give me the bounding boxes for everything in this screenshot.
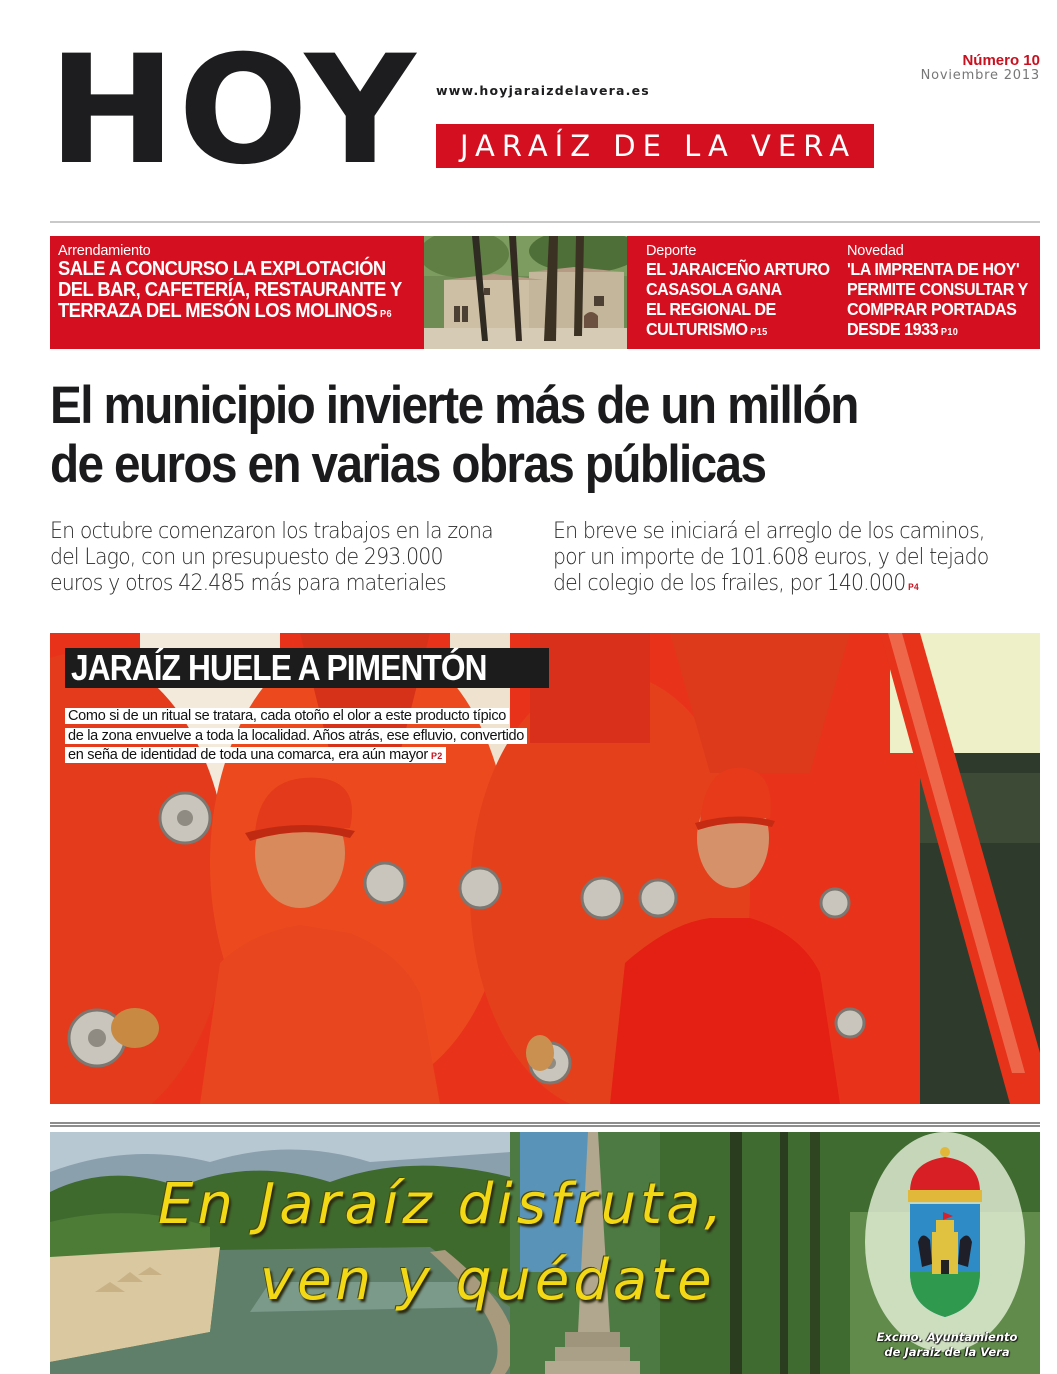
issue-date: Noviembre 2013 — [920, 68, 1040, 83]
ad-slogan-line-1: En Jaraíz disfruta, — [158, 1172, 727, 1237]
feature-photo-story[interactable] — [50, 633, 1040, 1104]
main-headline[interactable] — [50, 376, 950, 494]
feature-title — [65, 648, 549, 688]
teaser-headline-line: PERMITE CONSULTAR Y — [847, 279, 1028, 299]
teaser-headline-line: CASASOLA GANA — [646, 279, 782, 299]
subhead-line: En breve se iniciará el arreglo de los caminos, — [553, 519, 985, 544]
headline-line: El municipio invierte más de un millón — [50, 376, 858, 435]
page-reference: P4 — [908, 582, 919, 592]
teaser-headline — [58, 258, 402, 325]
teaser-photo-mill[interactable] — [424, 236, 627, 349]
teaser-deporte[interactable] — [627, 236, 830, 349]
caption-line: Como si de un ritual se tratara, cada otoño el olor a este producto típico — [65, 708, 509, 724]
page-reference: P2 — [430, 751, 443, 761]
website-link[interactable]: www.hoyjaraizdelavera.es — [436, 83, 650, 98]
teaser-headline-line: 'LA IMPRENTA DE HOY' — [847, 259, 1020, 279]
ad-divider — [50, 1122, 1040, 1127]
teaser-headline — [847, 259, 1028, 343]
teaser-headline-line: SALE A CONCURSO LA EXPLOTACIÓN — [58, 258, 386, 280]
teaser-kicker: Deporte — [646, 243, 697, 259]
subhead-line: del colegio de los frailes, por 140.000 — [553, 571, 906, 596]
page-reference: P15 — [750, 327, 768, 338]
ad-coat-of-arms-caption — [862, 1330, 1032, 1360]
teaser-headline-line: EL REGIONAL DE — [646, 299, 776, 319]
subhead-left — [50, 519, 493, 597]
teaser-kicker: Arrendamiento — [58, 243, 151, 259]
headline-line: de euros en varias obras públicas — [50, 435, 766, 494]
teaser-strip — [50, 236, 1040, 349]
teaser-headline-line: CULTURISMO — [646, 319, 748, 339]
page-reference: P6 — [380, 309, 392, 320]
teaser-headline-line: TERRAZA DEL MESÓN LOS MOLINOS — [58, 300, 378, 322]
tourism-advertisement[interactable] — [50, 1132, 1040, 1374]
newspaper-logo[interactable]: HOY — [48, 24, 418, 198]
teaser-arrendamiento[interactable] — [50, 236, 424, 349]
ad-slogan-line-2: ven y quédate — [260, 1248, 716, 1313]
teaser-headline — [646, 259, 830, 343]
teaser-novedad[interactable] — [827, 236, 1040, 349]
feature-title-text: JARAÍZ HUELE A PIMENTÓN — [71, 647, 487, 688]
subhead-line: del Lago, con un presupuesto de 293.000 — [50, 545, 443, 570]
teaser-headline-line: COMPRAR PORTADAS — [847, 299, 1017, 319]
page-reference: P10 — [940, 327, 959, 338]
teaser-headline-line: DESDE 1933 — [847, 319, 939, 339]
teaser-headline-line: DEL BAR, CAFETERÍA, RESTAURANTE Y — [58, 279, 402, 301]
masthead-divider — [50, 221, 1040, 223]
subhead-line: En octubre comenzaron los trabajos en la zona — [50, 519, 493, 544]
teaser-kicker: Novedad — [847, 243, 904, 259]
edition-label: JARAÍZ DE LA VERA — [459, 129, 857, 163]
subhead-line: por un importe de 101.608 euros, y del tejado — [553, 545, 989, 570]
caption-line: en seña de identidad de toda una comarca, era aún mayor — [68, 747, 428, 763]
issue-number: Número 10 — [962, 52, 1040, 69]
mill-building-photo-icon — [424, 236, 627, 349]
subhead-right — [553, 519, 988, 600]
feature-caption — [65, 707, 527, 767]
paprika-mill-workers-photo-icon — [50, 633, 1040, 1104]
subhead-line: euros y otros 42.485 más para materiales — [50, 571, 446, 596]
caption-line: de Jaraiz de la Vera — [884, 1345, 1010, 1359]
caption-line: Excmo. Ayuntamiento — [876, 1330, 1018, 1344]
teaser-headline-line: EL JARAICEÑO ARTURO — [646, 259, 830, 279]
caption-line: de la zona envuelve a toda la localidad. Años atrás, ese efluvio, convertido — [65, 728, 527, 744]
edition-banner — [436, 124, 874, 168]
